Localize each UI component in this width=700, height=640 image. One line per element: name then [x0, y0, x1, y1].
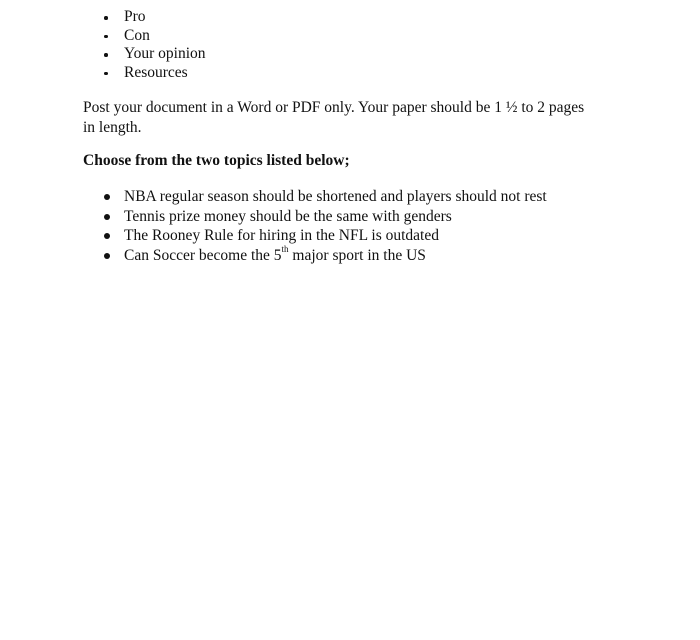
topic-item — [83, 246, 547, 266]
topics-list — [83, 187, 547, 265]
topic-item — [83, 226, 547, 246]
topic-text: The Rooney Rule for hiring in the NFL is outdated — [124, 227, 439, 244]
list-item-text: Your opinion — [124, 45, 206, 62]
list-item — [83, 45, 206, 64]
list-item-text: Con — [124, 26, 150, 44]
list-item — [83, 64, 206, 83]
bullet-icon — [104, 214, 110, 220]
topic-text-start: Can Soccer become the 5 — [124, 246, 282, 264]
topic-text: Tennis prize money should be the same with genders — [124, 207, 452, 225]
topic-text: NBA regular season should be shortened and players should not rest — [124, 188, 547, 205]
paragraph-line-2: in length. — [83, 119, 142, 136]
topics-heading: Choose from the two topics listed below; — [83, 152, 350, 169]
list-item-text: Resources — [124, 63, 188, 81]
bullet-icon — [104, 72, 108, 76]
criteria-list — [83, 8, 206, 82]
list-item — [83, 8, 206, 27]
ordinal-superscript: th — [281, 244, 289, 255]
list-item-text: Pro — [124, 8, 146, 25]
paragraph-line-1: Post your document in a Word or PDF only. Your paper should be 1 ½ to 2 pages — [83, 99, 585, 116]
topic-item — [83, 207, 547, 227]
bullet-icon — [104, 16, 108, 20]
topic-text-end: major sport in the US — [288, 246, 426, 264]
bullet-icon — [104, 194, 110, 200]
bullet-icon — [104, 233, 110, 239]
bullet-icon — [104, 53, 108, 57]
bullet-icon — [104, 35, 108, 39]
bullet-icon — [104, 253, 110, 259]
topic-item — [83, 187, 547, 207]
topic-text — [124, 244, 426, 264]
list-item — [83, 27, 206, 46]
instructions-paragraph — [83, 98, 623, 138]
